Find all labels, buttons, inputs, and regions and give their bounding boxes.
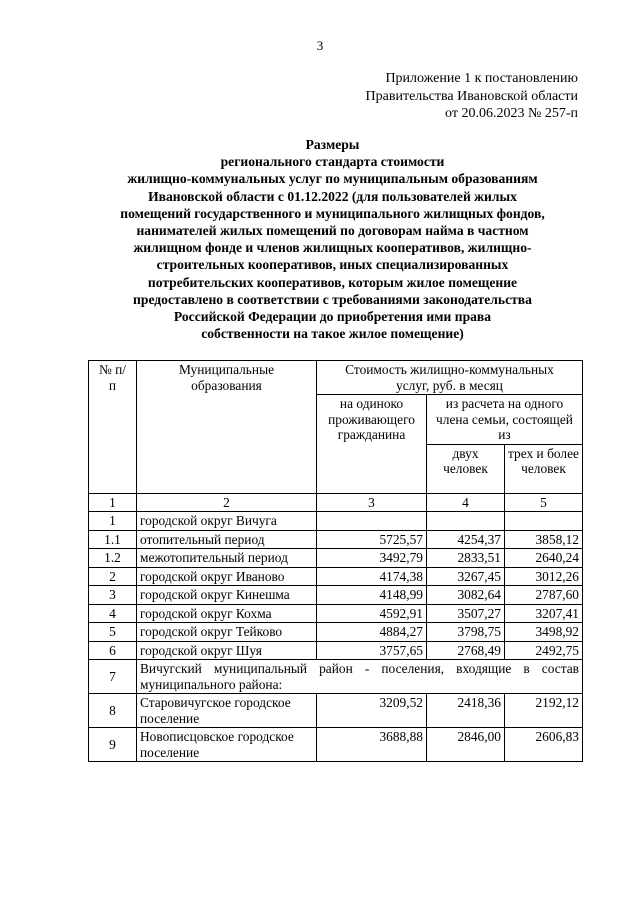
page-number: 3 <box>316 38 324 53</box>
row-number: 7 <box>89 660 137 694</box>
cost-two: 2833,51 <box>427 549 505 568</box>
cost-three: 2492,75 <box>505 641 583 660</box>
cost-single: 3209,52 <box>317 694 427 728</box>
cost-table <box>88 360 583 762</box>
cost-two: 3082,64 <box>427 586 505 605</box>
municipality-name: городской округ Кохма <box>137 604 317 623</box>
cost-three: 3207,41 <box>505 604 583 623</box>
municipality-name: городской округ Шуя <box>137 641 317 660</box>
cost-two: 2768,49 <box>427 641 505 660</box>
cost-two <box>427 512 505 531</box>
row-number: 2 <box>89 567 137 586</box>
appendix-line-2: Правительства Ивановской области <box>365 88 578 104</box>
cost-three: 2192,12 <box>505 694 583 728</box>
cost-three: 2640,24 <box>505 549 583 568</box>
municipality-name: городской округ Кинешма <box>137 586 317 605</box>
cost-two: 2846,00 <box>427 728 505 762</box>
row-number: 3 <box>89 586 137 605</box>
municipality-name: Новописцовское городское поселение <box>137 728 317 762</box>
row-number: 4 <box>89 604 137 623</box>
cost-single: 4148,99 <box>317 586 427 605</box>
title-line: потребительских кооперативов, которым жилое помещение <box>147 274 518 290</box>
cost-two: 3267,45 <box>427 567 505 586</box>
cost-single: 4174,38 <box>317 567 427 586</box>
table-row <box>89 512 583 531</box>
table-row <box>89 604 583 623</box>
table-row <box>89 641 583 660</box>
municipality-name: городской округ Иваново <box>137 567 317 586</box>
row-number: 9 <box>89 728 137 762</box>
header-family: из расчета на одного члена семьи, состоящей из <box>427 395 583 445</box>
cost-single: 5725,57 <box>317 530 427 549</box>
row-number: 6 <box>89 641 137 660</box>
row-number: 1 <box>89 512 137 531</box>
title-line: собственности на такое жилое помещение) <box>201 326 464 342</box>
municipality-name: городской округ Тейково <box>137 623 317 642</box>
cost-three: 2606,83 <box>505 728 583 762</box>
document-title <box>80 136 585 342</box>
column-number: 5 <box>505 493 583 512</box>
cost-single <box>317 512 427 531</box>
table-row <box>89 694 583 728</box>
header-num: № п/п <box>89 361 137 494</box>
title-line: жилищно-коммунальных услуг по муниципальным образованиям <box>127 171 538 187</box>
cost-single: 3492,79 <box>317 549 427 568</box>
appendix-line-3: от 20.06.2023 № 257-п <box>445 106 578 121</box>
appendix-line-1: Приложение 1 к постановлению <box>385 71 578 86</box>
title-line: жилищном фонде и членов жилищных кооперативов, жилищно- <box>133 240 532 256</box>
row-number: 8 <box>89 694 137 728</box>
cost-three: 2787,60 <box>505 586 583 605</box>
header-cost: Стоимость жилищно-коммунальных услуг, руб. в месяц <box>317 361 583 395</box>
cost-three: 3858,12 <box>505 530 583 549</box>
title-line: регионального стандарта стоимости <box>220 154 445 170</box>
header-two: двух человек <box>427 444 505 493</box>
cost-three: 3012,26 <box>505 567 583 586</box>
cost-three: 3498,92 <box>505 623 583 642</box>
column-number: 4 <box>427 493 505 512</box>
cost-two: 3507,27 <box>427 604 505 623</box>
cost-two: 3798,75 <box>427 623 505 642</box>
title-line: предоставлено в соответствии с требованиями законодательства <box>133 291 532 307</box>
row-number: 1.2 <box>89 549 137 568</box>
row-number: 5 <box>89 623 137 642</box>
section-row <box>89 660 583 694</box>
cost-single: 3688,88 <box>317 728 427 762</box>
title-line: Размеры <box>305 137 360 152</box>
title-line: строительных кооперативов, иных специализированных <box>156 257 509 273</box>
header-row <box>89 361 583 395</box>
cost-three <box>505 512 583 531</box>
cost-two: 4254,37 <box>427 530 505 549</box>
municipality-name: межотопительный период <box>137 549 317 568</box>
title-line: Российской Федерации до приобретения ими права <box>173 309 492 325</box>
title-line: нанимателей жилых помещений по договорам найма в частном <box>136 223 529 239</box>
cost-two: 2418,36 <box>427 694 505 728</box>
municipality-name: Старовичугское городское поселение <box>137 694 317 728</box>
table-row <box>89 567 583 586</box>
table-row <box>89 530 583 549</box>
title-line: Ивановской области с 01.12.2022 (для пользователей жилых <box>148 188 517 204</box>
municipality-name: городской округ Вичуга <box>137 512 317 531</box>
table-row <box>89 586 583 605</box>
cost-single: 3757,65 <box>317 641 427 660</box>
table-row <box>89 728 583 762</box>
table-row <box>89 549 583 568</box>
column-number: 1 <box>89 493 137 512</box>
column-number: 3 <box>317 493 427 512</box>
column-number: 2 <box>137 493 317 512</box>
cost-single: 4884,27 <box>317 623 427 642</box>
header-three: трех и более человек <box>505 444 583 493</box>
title-line: помещений государственного и муниципального жилищных фондов, <box>120 205 545 221</box>
appendix-header <box>366 70 578 123</box>
column-numbers-row <box>89 493 583 512</box>
header-single: на одиноко проживающего гражданина <box>317 395 427 494</box>
row-number: 1.1 <box>89 530 137 549</box>
section-text: Вичугский муниципальный район - поселения, входящие в состав муниципального района: <box>137 660 583 694</box>
cost-single: 4592,91 <box>317 604 427 623</box>
municipality-name: отопительный период <box>137 530 317 549</box>
header-municipality: Муниципальные образования <box>137 361 317 494</box>
table-row <box>89 623 583 642</box>
